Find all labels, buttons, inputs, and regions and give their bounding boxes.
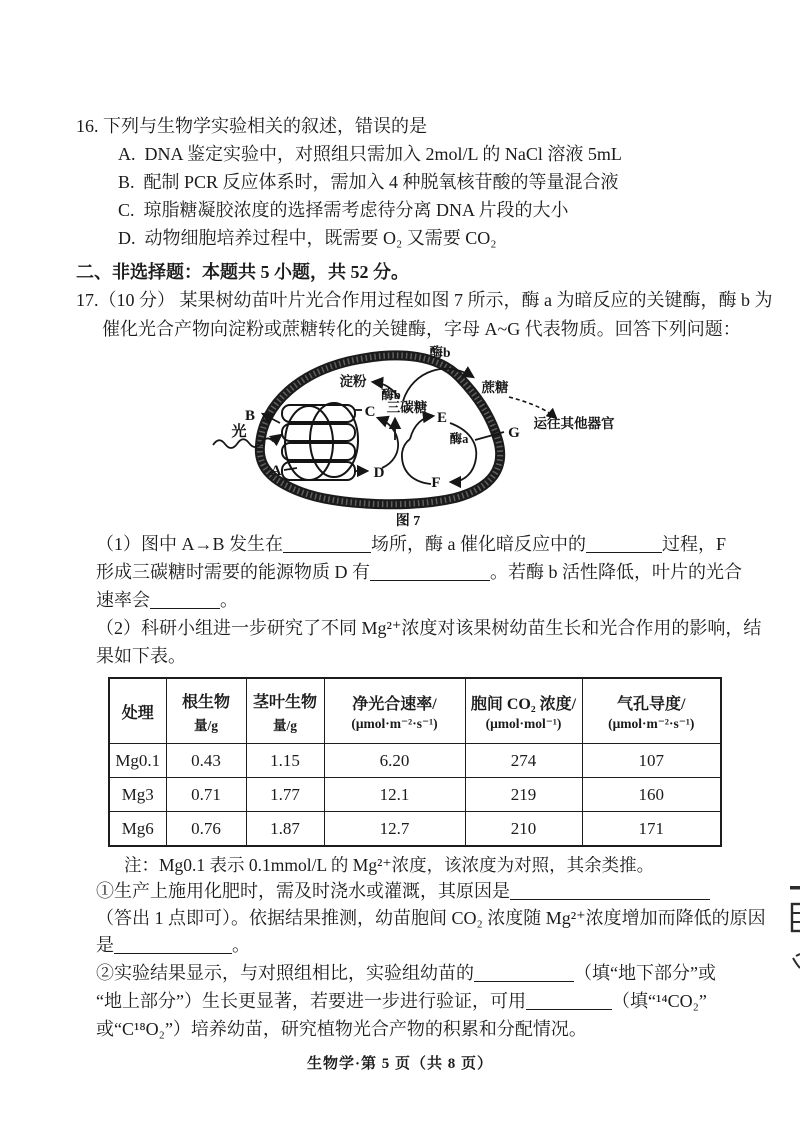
option-label: C. [118,200,135,220]
line-text: 过程，F [662,534,727,554]
section-2-title: 二、非选择题：本题共 5 小题，共 52 分。 [76,262,409,282]
line-text: ②实验结果显示，与对照组相比，实验组幼苗的 [96,963,474,983]
sub2-line1 [76,959,744,987]
column-header: 胞间 CO₂ 浓度/ (μmol·mol⁻¹) [465,678,582,744]
option-label: A. [118,144,136,164]
question-17-intro [76,286,773,315]
question-number: 16. [76,116,99,136]
table-cell: 1.87 [246,812,324,847]
option-a [76,140,744,168]
answer-blank [526,993,612,1010]
table-cell: 12.1 [324,778,465,812]
column-header: 气孔导度/ (μmol·m⁻²·s⁻¹) [582,678,721,744]
label-enzyme-b-mid: 酶b [381,388,401,402]
option-text: 琼脂糖凝胶浓度的选择需考虑待分离 DNA 片段的大小 [143,200,569,220]
label-sucrose: 蔗糖 [481,380,509,395]
scan-artifact-right-edge [786,878,800,978]
line-text: （填“¹⁴CO₂” [611,991,707,1011]
answer-blank [474,965,574,982]
line-text: 。 [220,590,238,610]
light-wave-arrow [213,435,281,448]
label-b: B [244,408,256,424]
table-cell: 12.7 [324,812,465,847]
line-text: 形成三碳糖时需要的能源物质 D 有 [96,562,370,582]
label-triose: 三碳糖 [386,400,428,415]
figure-7 [210,344,744,530]
answer-blank [510,883,710,900]
page-footer: 生物学·第 5 页（共 8 页） [306,1056,493,1072]
part2-line2: 果如下表。 [96,646,186,666]
line-text: （1）图中 A→B 发生在 [96,534,284,554]
table-row [109,778,721,812]
label-enzyme-a: 酶a [449,432,469,446]
answer-blank [370,564,490,581]
line-text: 速率会 [96,590,150,610]
table-cell: 0.43 [166,744,246,778]
table-cell: 1.15 [246,744,324,778]
chloroplast-diagram [210,344,640,530]
a-connector-line [284,468,297,470]
question-16-stem [76,112,744,140]
label-light: 光 [231,424,247,440]
sub1-line3 [76,932,744,959]
column-header: 处理 [109,678,166,744]
column-header: 根生物 量/g [166,678,246,744]
line-text: 。 [232,935,250,955]
label-f: F [431,475,441,491]
results-table [108,677,722,847]
part1-line1 [76,530,744,558]
question-number: 17. [76,290,99,310]
option-text: 配制 PCR 反应体系时，需加入 4 种脱氧核苷酸的等量混合液 [143,172,619,192]
figure-caption: 图 7 [395,514,421,529]
question-score: （10 分） [98,290,175,310]
table-row [109,744,721,778]
part1-line2 [76,558,744,586]
line-text: 。若酶 b 活性降低，叶片的光合 [490,562,742,582]
option-label: D. [118,228,136,248]
option-d [76,224,744,252]
line-text: “地上部分”）生长更显著，若要进一步进行验证，可用 [96,991,526,1011]
question-17 [76,286,773,1043]
line-text: （填“地下部分”或 [574,963,716,983]
line-text: 场所，酶 a 催化暗反应中的 [371,534,587,554]
table-cell: 274 [465,744,582,778]
label-starch: 淀粉 [339,374,367,389]
table-cell: 1.77 [246,778,324,812]
table-cell: Mg3 [109,778,166,812]
table-cell: 6.20 [324,744,465,778]
header-row [109,678,721,744]
column-header: 茎叶生物 量/g [246,678,324,744]
sub1-line1 [76,878,744,905]
label-a: A [270,463,282,479]
label-enzyme-b-top: 酶b [429,345,451,360]
answer-blank [283,536,371,553]
answer-blank [114,937,232,954]
option-label: B. [118,172,135,192]
sub2-line2 [76,987,744,1015]
option-text: DNA 鉴定实验中，对照组只需加入 2mol/L 的 NaCl 溶液 5mL [144,144,622,164]
table-cell: Mg0.1 [109,744,166,778]
sub2-line3: 或“C¹⁸O₂”）培养幼苗，研究植物光合产物的积累和分配情况。 [96,1019,587,1039]
answer-blank [586,536,662,553]
table-cell: 0.76 [166,812,246,847]
label-e: E [436,410,448,426]
calvin-cycle [378,416,476,484]
question-17-intro-cont: 催化光合产物向淀粉或蔗糖转化的关键酶，字母 A~G 代表物质。回答下列问题： [102,319,741,339]
table-row [109,812,721,847]
option-text: 动物细胞培养过程中，既需要 O₂ 又需要 CO₂ [144,228,497,248]
table-cell: 210 [465,812,582,847]
part1-line3 [76,586,744,614]
question-stem-text: 下列与生物学实验相关的叙述，错误的是 [103,116,427,136]
answer-blank [150,592,220,609]
label-g: G [508,425,520,441]
table-note: 注：Mg0.1 表示 0.1mmol/L 的 Mg²⁺浓度，该浓度为对照，其余类推。 [124,855,655,875]
label-transport: 运往其他器官 [533,416,615,431]
question-intro-text: 某果树幼苗叶片光合作用过程如图 7 所示，酶 a 为暗反应的关键酶，酶 b 为 [179,290,773,310]
option-b [76,168,744,196]
option-c [76,196,744,224]
table-cell: 0.71 [166,778,246,812]
sub1-line2: （答出 1 点即可）。依据结果推测，幼苗胞间 CO₂ 浓度随 Mg²⁺浓度增加而降低的原因 [96,908,766,928]
line-text: ①生产上施用化肥时，需及时浇水或灌溉，其原因是 [96,881,510,901]
part2-line1: （2）科研小组进一步研究了不同 Mg²⁺浓度对该果树幼苗生长和光合作用的影响，结 [96,618,762,638]
label-c: C [364,404,376,420]
line-text: 是 [96,935,114,955]
label-d: D [373,465,385,481]
table-cell: 107 [582,744,721,778]
question-16 [76,112,744,252]
table-cell: Mg6 [109,812,166,847]
table-cell: 160 [582,778,721,812]
table-cell: 171 [582,812,721,847]
column-header: 净光合速率/ (μmol·m⁻²·s⁻¹) [324,678,465,744]
table-cell: 219 [465,778,582,812]
dashed-transport-arrow [509,397,556,418]
